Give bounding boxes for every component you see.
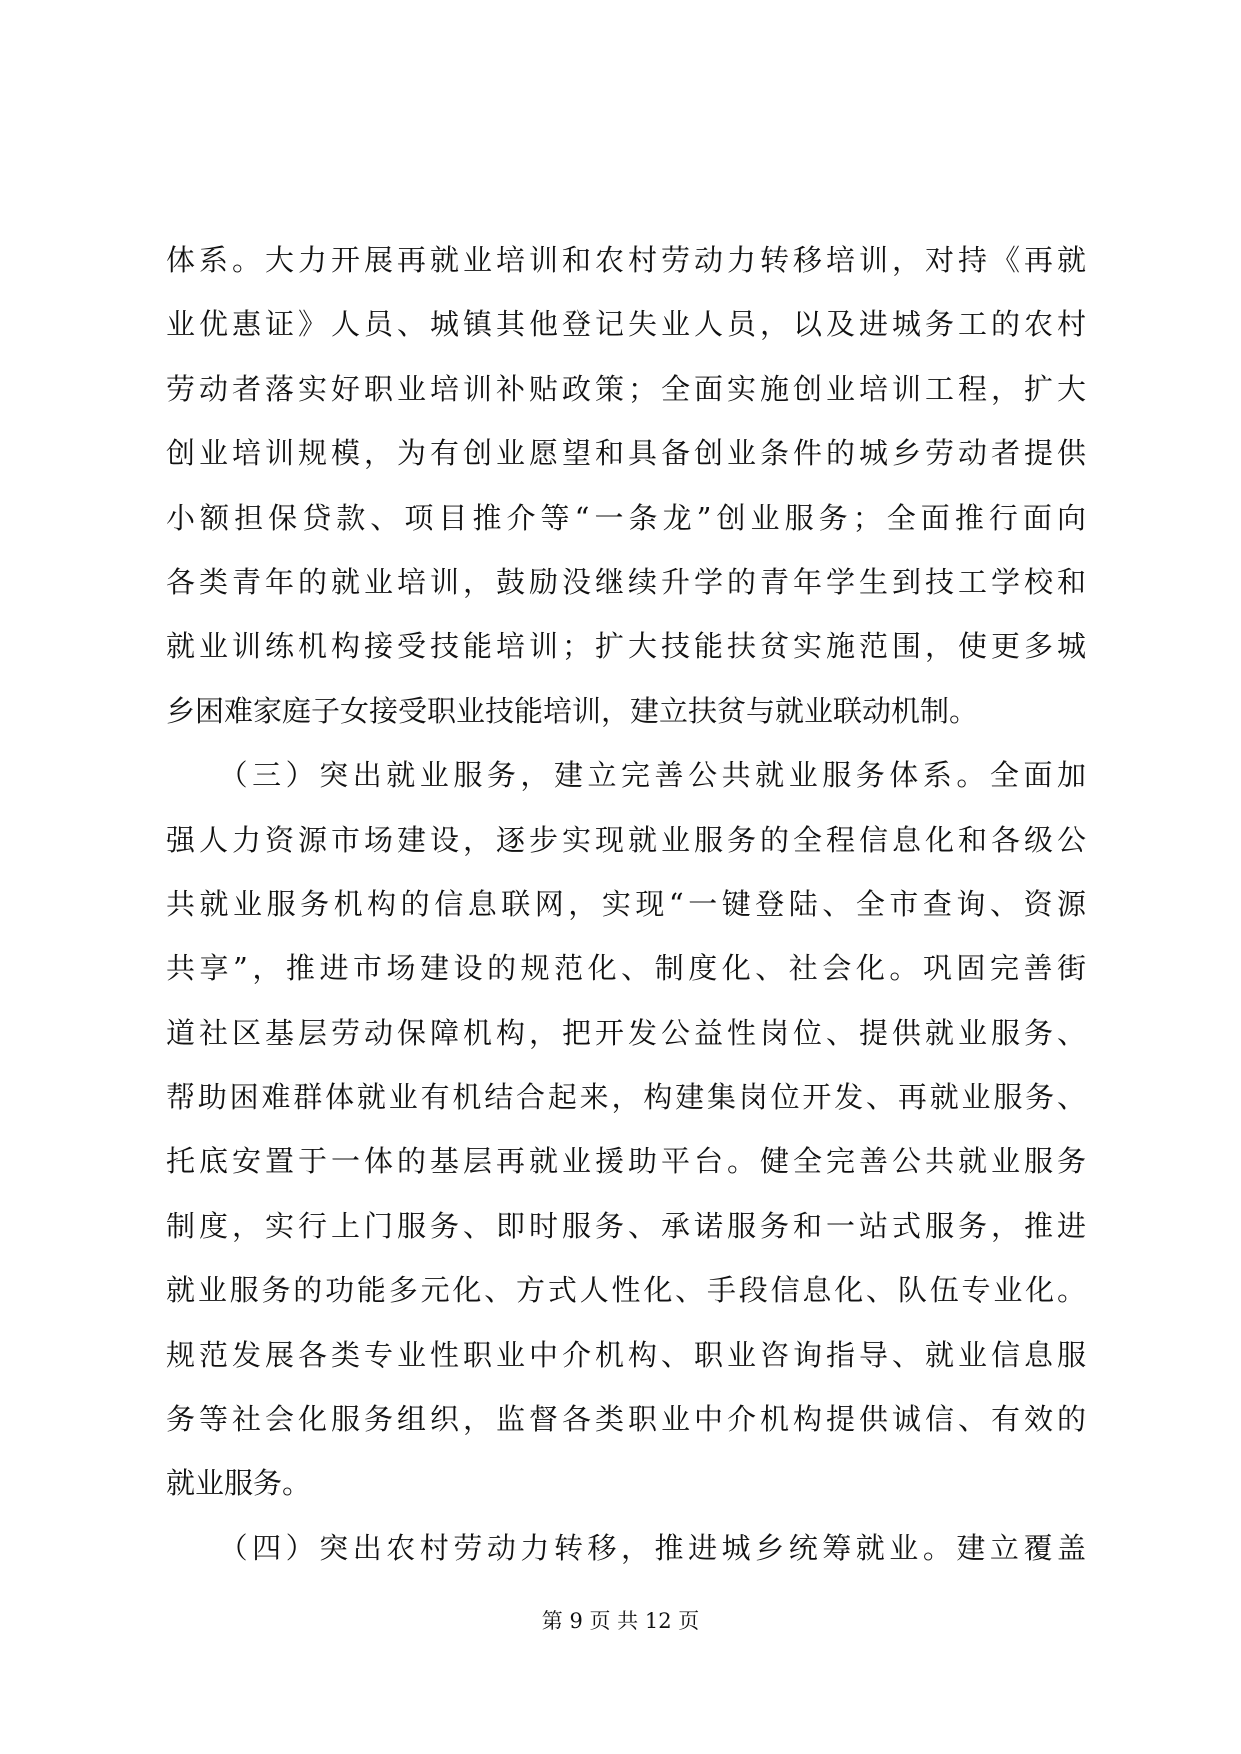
- text-line: 强人力资源市场建设，逐步实现就业服务的全程信息化和各级公: [166, 822, 1086, 857]
- text-line: 共享”，推进市场建设的规范化、制度化、社会化。巩固完善街: [166, 951, 1086, 986]
- text-line: 就业训练机构接受技能培训；扩大技能扶贫实施范围，使更多城: [166, 629, 1086, 664]
- text-line: 规范发展各类专业性职业中介机构、职业咨询指导、就业信息服: [166, 1337, 1086, 1372]
- text-line: 小额担保贷款、项目推介等“一条龙”创业服务；全面推行面向: [166, 500, 1086, 535]
- text-line: 共就业服务机构的信息联网，实现“一键登陆、全市查询、资源: [166, 886, 1086, 921]
- text-line: 各类青年的就业培训，鼓励没继续升学的青年学生到技工学校和: [166, 564, 1086, 599]
- body-text: [166, 228, 1086, 1580]
- page-footer: 第 9 页 共 12 页: [541, 1609, 700, 1633]
- text-line: 帮助困难群体就业有机结合起来，构建集岗位开发、再就业服务、: [166, 1080, 1086, 1115]
- text-line: 劳动者落实好职业培训补贴政策；全面实施创业培训工程，扩大: [166, 371, 1086, 406]
- text-line: 就业服务。: [166, 1466, 312, 1501]
- text-line: 乡困难家庭子女接受职业技能培训，建立扶贫与就业联动机制。: [166, 693, 979, 728]
- text-line: （四）突出农村劳动力转移，推进城乡统筹就业。建立覆盖: [166, 1530, 1086, 1565]
- text-line: 业优惠证》人员、城镇其他登记失业人员，以及进城务工的农村: [166, 307, 1086, 342]
- text-line: 制度，实行上门服务、即时服务、承诺服务和一站式服务，推进: [166, 1208, 1086, 1243]
- text-line: 创业培训规模，为有创业愿望和具备创业条件的城乡劳动者提供: [166, 436, 1086, 471]
- text-line: 务等社会化服务组织，监督各类职业中介机构提供诚信、有效的: [166, 1402, 1086, 1437]
- text-line: 就业服务的功能多元化、方式人性化、手段信息化、队伍专业化。: [166, 1273, 1086, 1308]
- text-line: 托底安置于一体的基层再就业援助平台。健全完善公共就业服务: [166, 1144, 1086, 1179]
- text-line: 道社区基层劳动保障机构，把开发公益性岗位、提供就业服务、: [166, 1015, 1086, 1050]
- text-line: 体系。大力开展再就业培训和农村劳动力转移培训，对持《再就: [166, 243, 1086, 277]
- text-line: （三）突出就业服务，建立完善公共就业服务体系。全面加: [166, 758, 1086, 793]
